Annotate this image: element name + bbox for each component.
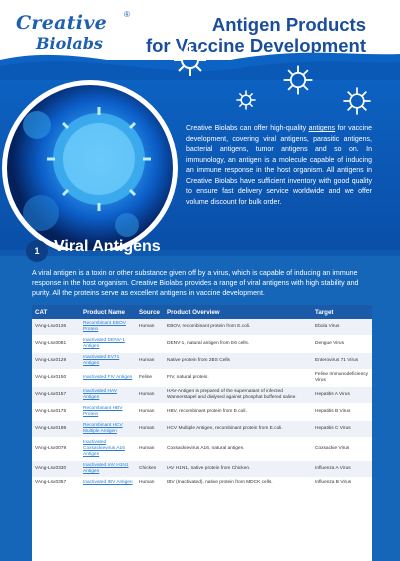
- cell-target: Hepatitis C Virus: [312, 421, 372, 438]
- cell-source: Human: [136, 319, 164, 336]
- antigen-table: [32, 305, 372, 561]
- cell-target: Hepatitis A Virus: [312, 387, 372, 404]
- table-row: [32, 478, 372, 489]
- cell-overview: IAV H1N1, native protein from Chicken.: [164, 461, 312, 478]
- section-description: A viral antigen is a toxin or other substance given off by a virus, which is capable of inducing an immune response in the host organism. Creative Biolabs provides a range of viral antigens with high stability and purity. All the proteins serve as excellent antigens in vaccine development.: [32, 269, 359, 297]
- cell-target: Influenza B Virus: [312, 478, 372, 489]
- cell-target: Coxsackie Virus: [312, 438, 372, 461]
- registered-mark: ®: [124, 10, 130, 19]
- table-row: [32, 319, 372, 336]
- intro-text-1: Creative Biolabs can offer high-quality: [186, 125, 309, 132]
- cell-overview: FIV, natural protein.: [164, 370, 312, 387]
- cell-source: Human: [136, 478, 164, 489]
- virus-icon: [170, 40, 210, 80]
- table-row: [32, 404, 372, 421]
- cell-target: Ebola Virus: [312, 319, 372, 336]
- intro-text-2: for vaccine development, covering viral antigens, parasitic antigens, bacterial antigens, tumor antigens and so on. In immunology, an antigen is a molecule capable of inducing an immune response in the host organism. All antigens in Creative Biolabs have sufficient inventory with good quality to ensure fast delivery service worldwide and we offer volume discount for bulk order.: [186, 125, 373, 206]
- cell-overview: Coxsackievirus A16, natural antigen.: [164, 438, 312, 461]
- table-row: [32, 370, 372, 387]
- product-link[interactable]: Inactivated DENV-1 Antigen: [80, 336, 136, 353]
- cell-cat: VAng-Lsx0150: [32, 370, 80, 387]
- virus-icon: [234, 88, 258, 112]
- cell-source: Human: [136, 387, 164, 404]
- table-row: [32, 421, 372, 438]
- product-link[interactable]: Inactivated IBV Antigen: [80, 478, 136, 489]
- product-link[interactable]: Inactivated Coxsackievirus A16 Antigen: [80, 438, 136, 461]
- product-link[interactable]: Inactivated HAV Antigen: [80, 387, 136, 404]
- cell-source: Chicken: [136, 461, 164, 478]
- cell-target: Enterovirus 71 Virus: [312, 353, 372, 370]
- content-section: [0, 238, 400, 561]
- table-row: [32, 336, 372, 353]
- logo-text-line1: Creative: [16, 12, 108, 34]
- virus-icon: [280, 62, 316, 98]
- header-cat: CAT: [35, 308, 48, 316]
- cell-target: Influenza A Virus: [312, 461, 372, 478]
- header-source: Source: [139, 308, 160, 316]
- cell-cat: VAng-Lsx0198: [32, 421, 80, 438]
- cell-source: [136, 336, 164, 353]
- product-link[interactable]: Recombinant EBOV Protein: [80, 319, 136, 336]
- cell-overview: HAV-Antigen is prepared of the supernatant of infected Wannerstapel and dialysed against phosphat buffered saline.: [164, 387, 312, 404]
- virus-illustration: [7, 85, 173, 250]
- virus-microscopy-image: [2, 80, 178, 250]
- cell-cat: VAng-Lsx0175: [32, 404, 80, 421]
- header: [0, 0, 400, 250]
- cell-source: Human: [136, 438, 164, 461]
- cell-overview: HCV Multiple Antigen, recombinant protein from E.coli.: [164, 421, 312, 438]
- table-row: [32, 438, 372, 461]
- header-product-name: Product Name: [83, 308, 125, 316]
- title-line-2: for Vaccine Development: [145, 35, 366, 56]
- cell-overview: IBV (Inactivated), native protein from MDCK cells.: [164, 478, 312, 489]
- cell-cat: VAng-Lsx0081: [32, 336, 80, 353]
- cell-source: Human: [136, 404, 164, 421]
- table-row: [32, 353, 372, 370]
- header-target: Target: [315, 308, 334, 316]
- product-link[interactable]: Inactivated IAV H1N1 Antigen: [80, 461, 136, 478]
- cell-target: Dengue Virus: [312, 336, 372, 353]
- table-header-row: [32, 305, 372, 319]
- cell-cat: VAng-Lsx0079: [32, 438, 80, 461]
- product-link[interactable]: Recombinant HCV Multiple Antigen: [80, 421, 136, 438]
- title-line-1: Antigen Products: [211, 14, 366, 35]
- cell-overview: Native protein from 2BS Cells: [164, 353, 312, 370]
- product-link[interactable]: Recombinant HBV Protein: [80, 404, 136, 421]
- cell-overview: HBV, recombinant protein from E.coli.: [164, 404, 312, 421]
- cell-source: Human: [136, 353, 164, 370]
- section-number-badge: 1: [26, 240, 48, 262]
- table-row: [32, 387, 372, 404]
- logo-text-line2: Biolabs: [36, 34, 103, 53]
- cell-cat: VAng-Lsx0357: [32, 478, 80, 489]
- product-link[interactable]: Inactivated FIV Antigen: [80, 370, 136, 387]
- cell-source: Feline: [136, 370, 164, 387]
- cell-cat: VAng-Lsx0330: [32, 461, 80, 478]
- cell-target: Feline Immunodeficiency Virus: [312, 370, 372, 387]
- cell-cat: VAng-Lsx0157: [32, 387, 80, 404]
- product-link[interactable]: Inactivated EV71 Antigen: [80, 353, 136, 370]
- antigens-link[interactable]: antigens: [308, 125, 336, 132]
- cell-target: Hepatitis B Virus: [312, 404, 372, 421]
- header-overview: Product Overview: [167, 308, 220, 316]
- cell-cat: VAng-Lsx0136: [32, 319, 80, 336]
- virus-icon: [340, 84, 374, 118]
- cell-overview: DENV-1, natural antigen from E6 cells.: [164, 336, 312, 353]
- table-row: [32, 461, 372, 478]
- intro-paragraph: [186, 124, 372, 208]
- cell-cat: VAng-Lsx0129: [32, 353, 80, 370]
- cell-overview: EBOV, recombinant protein from E.coli.: [164, 319, 312, 336]
- cell-source: Human: [136, 421, 164, 438]
- section-title: Viral Antigens: [54, 238, 161, 255]
